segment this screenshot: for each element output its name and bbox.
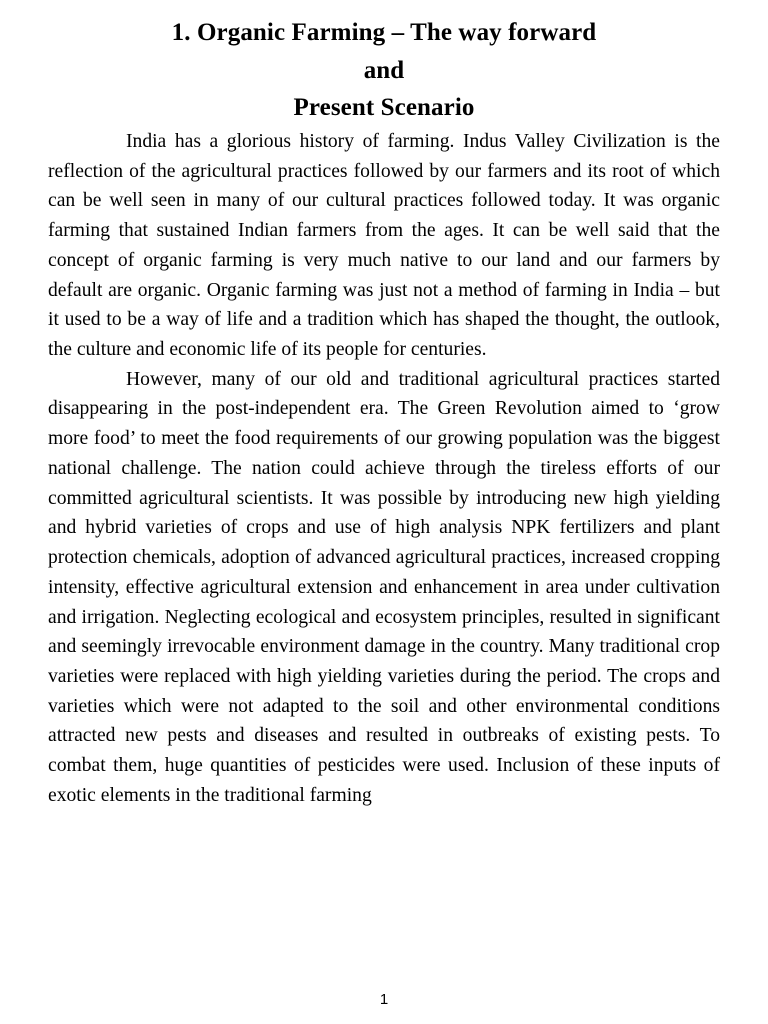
page-number: 1	[379, 991, 389, 1008]
title-line-2: and	[363, 56, 405, 84]
title-line-3: Present Scenario	[293, 94, 475, 121]
title-line-1: 1. Organic Farming – The way forward	[171, 19, 597, 46]
paragraph-1: India has a glorious history of farming. Indus Valley Civilization is the reflection of the agricultural practices followed by our farmers and its root of which can be well seen in many of our cultural practices followed today. It was organic farming that sustained Indian farmers from the ages. It can be well said that the concept of organic farming is very much native to our land and our farmers by default are organic. Organic farming was just not a method of farming in India – but it used to be a way of life and a tradition which has shaped the thought, the outlook, the culture and economic life of its people for centuries.	[48, 131, 720, 361]
page-title	[0, 14, 768, 127]
paragraph-2: However, many of our old and traditional agricultural practices started disappearing in the post-independent era. The Green Revolution aimed to ‘grow more food’ to meet the food requirements of our growing population was the biggest national challenge. The nation could achieve through the tireless efforts of our committed agricultural scientists. It was possible by introducing new high yielding and hybrid varieties of crops and use of high analysis NPK fertilizers and plant protection chemicals, adoption of advanced agricultural practices, increased cropping intensity, effective agricultural extension and enhancement in area under cultivation and irrigation. Neglecting ecological and ecosystem principles, resulted in significant and seemingly irrevocable environment damage in the country. Many traditional crop varieties were replaced with high yielding varieties during the period. The crops and varieties which were not adapted to the soil and other environmental conditions attracted new pests and diseases and resulted in outbreaks of existing pests. To combat them, huge quantities of pesticides were used. Inclusion of these inputs of exotic elements in the traditional farming	[48, 368, 720, 806]
body-text	[48, 127, 720, 811]
